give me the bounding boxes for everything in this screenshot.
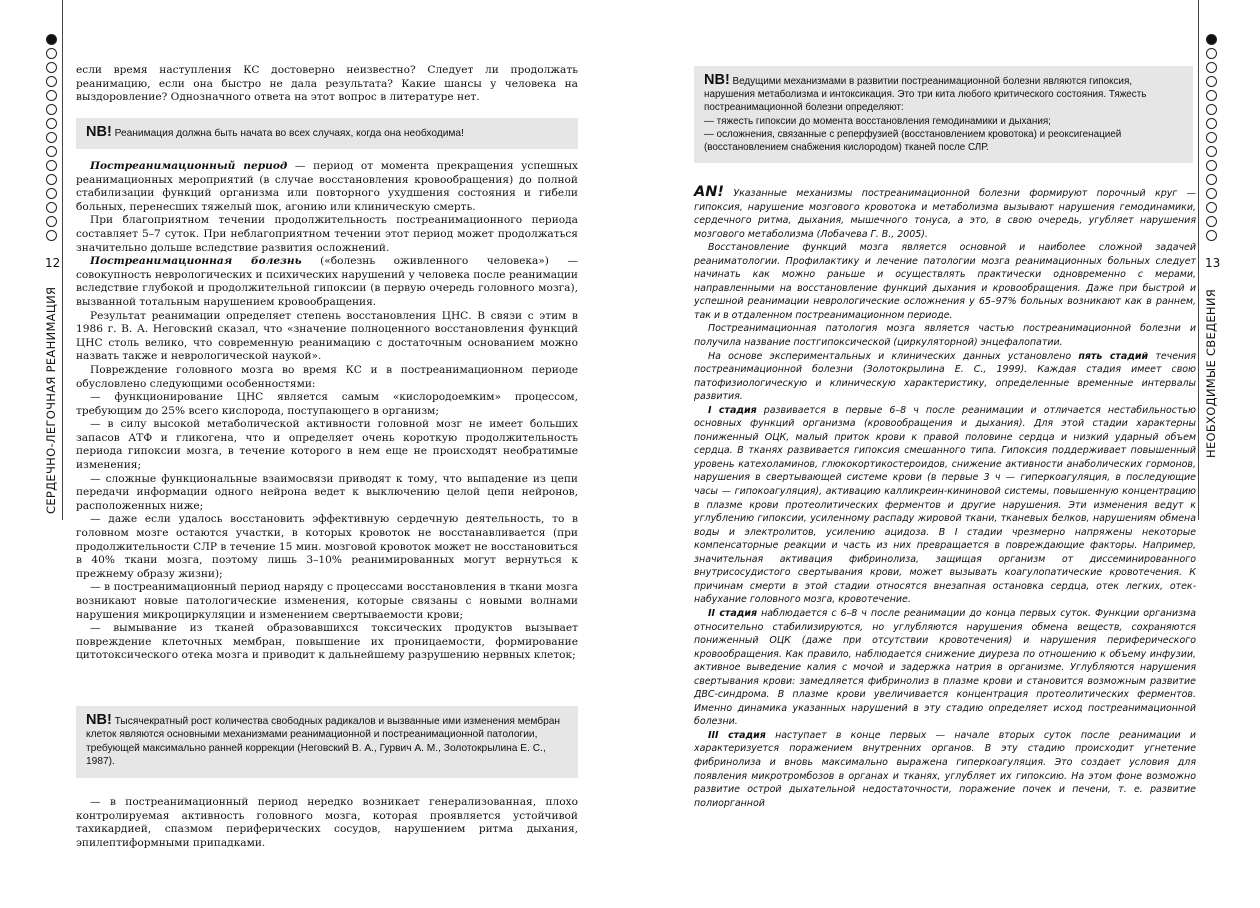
nb-text: Тысячекратный рост количества свободных радикалов и вызванные ими изменения мембран клеток являются основными механизмами реанимационной и постреанимационной патологии, требующей максимально ранней коррекции (Неговский В. А., Гурвич А. М., Золотокрылина Е. С., 1987).	[86, 716, 561, 768]
nb-list-item: — осложнения, связанные с реперфузией (восстановлением кровотока) и реоксигенацией (восстановлением снабжения кислородом) тканей после СЛР.	[704, 128, 1122, 154]
progress-dot	[1206, 118, 1217, 129]
nb-label: NB!	[704, 72, 730, 88]
progress-dot	[1206, 216, 1217, 227]
progress-dot	[46, 174, 57, 185]
progress-dot	[1206, 90, 1217, 101]
progress-dot	[46, 188, 57, 199]
nb-list-item: — тяжесть гипоксии до момента восстановления гемодинамики и дыхания;	[704, 115, 1051, 127]
progress-dot	[1206, 62, 1217, 73]
paragraph: — в постреанимационный период нередко возникает генерализованная, плохо контролируемая активность головного мозга, которая проявляется устойчивой тахикардией, спазмом периферических сосудов, нарушением ритма дыхания, эпилептиформными припадками.	[76, 796, 578, 849]
nb-callout	[694, 66, 1193, 163]
an-paragraph: AN! Указанные механизмы постреанимационной болезни формируют порочный круг — гипоксия, нарушение мозгового кровотока и метаболизма вызывают нарушения гемодинамики, сердечного ритма, дыхания, мышечного тонуса, а это, в свою очередь, угубляет нарушения мозгового метаболизма (Лобачева Г. В., 2005).	[694, 184, 1196, 240]
nb-callout	[76, 118, 578, 149]
progress-dot	[46, 104, 57, 115]
page-number: 12	[45, 256, 61, 270]
page-number: 13	[1205, 256, 1221, 270]
paragraph: Постреанимационная патология мозга является частью постреанимационной болезни и получила название постгипоксической (циркуляторной) энцефалопатии.	[694, 323, 1196, 349]
progress-dot	[46, 48, 57, 59]
running-head: СЕРДЕЧНО-ЛЕГОЧНАЯ РЕАНИМАЦИЯ	[44, 286, 58, 514]
left-text-bottom	[76, 796, 578, 850]
progress-dot	[46, 202, 57, 213]
left-progress-dots	[46, 34, 60, 244]
progress-dot-filled	[1206, 34, 1217, 45]
paragraph: На основе экспериментальных и клинических данных установлено пять стадий течения постреанимационной болезни (Золотокрылина Е. С., 1999). Каждая стадия имеет свою патофизиологическую и клиническую характеристику, определенные временные интервалы развития.	[694, 350, 1196, 403]
progress-dot	[1206, 146, 1217, 157]
progress-dot-filled	[46, 34, 57, 45]
stage-label: I стадия	[708, 404, 757, 416]
paragraph: если время наступления КС достоверно неизвестно? Следует ли продолжать реанимацию, если она быстро не дала результата? Какие шансы у человека на выздоровление? Однозначного ответа на этот вопрос в литературе нет.	[76, 64, 578, 104]
progress-dot	[46, 76, 57, 87]
progress-dot	[46, 132, 57, 143]
paragraph: — в силу высокой метаболической активности головной мозг не имеет больших запасов АТФ и гликогена, что и определяет очень короткую продолжительность периода гипоксии мозга, в течение которого в нем еще не происходят необратимые изменения;	[76, 418, 578, 472]
nb-text: Реанимация должна быть начата во всех случаях, когда она необходима!	[114, 128, 464, 139]
paragraph: При благоприятном течении продолжительность постреанимационного периода составляет 5–7 суток. При неблагоприятном течении этот период может продолжаться значительно дольше вследствие развития осложнений.	[76, 214, 578, 254]
paragraph: — функционирование ЦНС является самым «кислородоемким» процессом, требующим до 25% всего кислорода, поступающего в организм;	[76, 391, 578, 417]
progress-dot	[1206, 202, 1217, 213]
progress-dot	[1206, 132, 1217, 143]
left-margin-rule	[62, 0, 63, 520]
progress-dot	[1206, 230, 1217, 241]
stage-paragraph: III стадия наступает в конце первых — начале вторых суток после реанимации и характеризуется поражением внутренних органов. В эту стадию происходит угнетение фибринолиза и вновь максимально выражена гиперкоагуляция. Это создает условия для появления микротромбозов в органах и тканях, углубляет их гипоксию. На этом фоне возможно развитие острой дыхательной недостаточности, поражение почек и печени, т. е. развитие полиорганной	[694, 729, 1196, 809]
progress-dot	[46, 230, 57, 241]
progress-dot	[1206, 104, 1217, 115]
nb-callout	[76, 706, 578, 778]
paragraph: Восстановление функций мозга является основной и наиболее сложной задачей реаниматологии. Профилактику и лечение патологии мозга реанимационных больных следует начинать как можно раньше и осуществлять практически одновременно с мерами, направленными на восстановление функций дыхания и кровообращения. Даже при быстрой и успешной реанимации неврологические осложнения у 65–97% больных возникают как в раннем, так и в отдаленном постреанимационном периоде.	[694, 242, 1196, 321]
term: Постреанимационный период	[90, 160, 288, 172]
stage-label: III стадия	[708, 729, 766, 741]
progress-dot	[46, 62, 57, 73]
progress-dot	[1206, 76, 1217, 87]
progress-dot	[46, 118, 57, 129]
stage-label: II стадия	[708, 607, 758, 619]
progress-dot	[1206, 48, 1217, 59]
paragraph: — вымывание из тканей образовавшихся токсических продуктов вызывает повреждение клеточных мембран, повышение их проницаемости, формирование цитотоксического отека мозга и приводит к дальнейшему разрушению нервных клеток;	[76, 622, 578, 662]
right-page	[630, 0, 1260, 908]
paragraph: Постреанимационный период — период от момента прекращения успешных реанимационных мероприятий (в случае восстановления кровообращения) до полной стабилизации функций организма или повторного ухудшения состояния и гибели больных, перенесших тяжелый шок, агонию или клиническую смерть.	[76, 160, 578, 213]
progress-dot	[46, 90, 57, 101]
progress-dot	[46, 160, 57, 171]
paragraph: Повреждение головного мозга во время КС и в постреанимационном периоде обусловлено следующими особенностями:	[76, 363, 578, 390]
term: Постреанимационная болезнь	[90, 255, 302, 268]
paragraph: — даже если удалось восстановить эффективную сердечную деятельность, то в головном мозге остаются участки, в которых кровоток не восстанавливается (при продолжительности СЛР в течение 15 мин. мозговой кровоток может не восстановиться в 40% ткани мозга, поэтому лишь 3–10% реанимированных могут вернуться к прежнему образу жизни);	[76, 513, 578, 580]
progress-dot	[46, 216, 57, 227]
nb-label: NB!	[86, 712, 112, 728]
running-head: НЕОБХОДИМЫЕ СВЕДЕНИЯ	[1204, 288, 1218, 458]
paragraph: Результат реанимации определяет степень восстановления ЦНС. В связи с этим в 1986 г. В. А. Неговский сказал, что «значение полноценного восстановления функций ЦНС столь велико, что современную реанимацию с достаточным основанием можно назвать также и неврологической наукой».	[76, 309, 578, 363]
paragraph: Постреанимационная болезнь («болезнь оживленного человека») — совокупность неврологических и психических нарушений у человека после реанимации вследствие глубокой и продолжительной гипоксии (в первую очередь головного мозга), вызванной тотальным нарушением кровообращения.	[76, 255, 578, 308]
progress-dot	[1206, 188, 1217, 199]
progress-dot	[1206, 160, 1217, 171]
right-text	[694, 186, 1196, 810]
progress-dot	[1206, 174, 1217, 185]
progress-dot	[46, 146, 57, 157]
an-label: AN!	[694, 184, 724, 200]
paragraph: — в постреанимационный период наряду с процессами восстановления в ткани мозга возникают новые патологические изменения, которые связаны с новыми волнами нарушения микроциркуляции и изменением свертываемости крови;	[76, 581, 578, 621]
left-text-top	[76, 64, 578, 105]
right-margin-rule	[1198, 0, 1199, 520]
nb-label: NB!	[86, 124, 112, 140]
stage-paragraph: II стадия наблюдается с 6–8 ч после реанимации до конца первых суток. Функции организма относительно стабилизируются, но углубляются нарушения обмена веществ, сохраняются пониженный ОЦК (даже при отсутствии кровотечения) и нарушения периферического кровообращения. Как правило, наблюдается снижение диуреза по отношению к объему инфузии, активное выведение калия с мочой и задержка натрия в организме. Углубляются нарушения свертывания крови: замедляется фибринолиз в плазме крови и становится возможным развитие ДВС-синдрома. В плазме крови увеличивается концентрация протеолитических ферментов. Именно динамика указанных нарушений в эту стадию определяет исход постреанимационной болезни.	[694, 607, 1196, 728]
paragraph: — сложные функциональные взаимосвязи приводят к тому, что выпадение из цепи передачи информации одного нейрона ведет к выключению целой цепи нейронов, расположенных ниже;	[76, 472, 578, 512]
left-text-main	[76, 160, 578, 663]
right-progress-dots	[1206, 34, 1220, 244]
nb-text: Ведущими механизмами в развитии постреанимационной болезни являются гипоксия, нарушения метаболизма и интоксикация. Это три кита любого критического состояния. Тяжесть постреанимационной болезни определяют:	[704, 76, 1147, 114]
stage-paragraph: I стадия развивается в первые 6–8 ч после реанимации и отличается нестабильностью основных функций организма (кровообращения и дыхания). Для этой стадии характерны пониженный ОЦК, малый приток крови к правой половине сердца и низкий ударный объем сердца. В тканях развивается гипоксия смешанного типа. Гипоксия поддерживает повышенный уровень катехоламинов, глюкокортикостероидов, снижение активности анаболических гормонов, нарушения в свертывающей системе крови (в первые 3 ч — гиперкоагуляция, в последующие часы — гипокоагуляция), активацию калликреин-кининовой системы, повышенную концентрацию в плазме крови протеолитических ферментов и другие нарушения. Эти изменения ведут к углублению гипоксии, усиленному распаду жировой ткани, тканевых белков, нарушениям обмена воды и электролитов, усилению ацидоза. В I стадии чрезмерно напряжены некоторые компенсаторные реакции и часть из них превращается в повреждающие факторы. Например, значительная активация фибринолиза, защищая организм от диссеминированного внутрисосудистого свертывания крови, может вызывать коагулопатические кровотечения. К причинам смерти в этой стадии относятся внезапная остановка сердца, отек легких, отек-набухание головного мозга, кровотечение.	[694, 404, 1196, 606]
